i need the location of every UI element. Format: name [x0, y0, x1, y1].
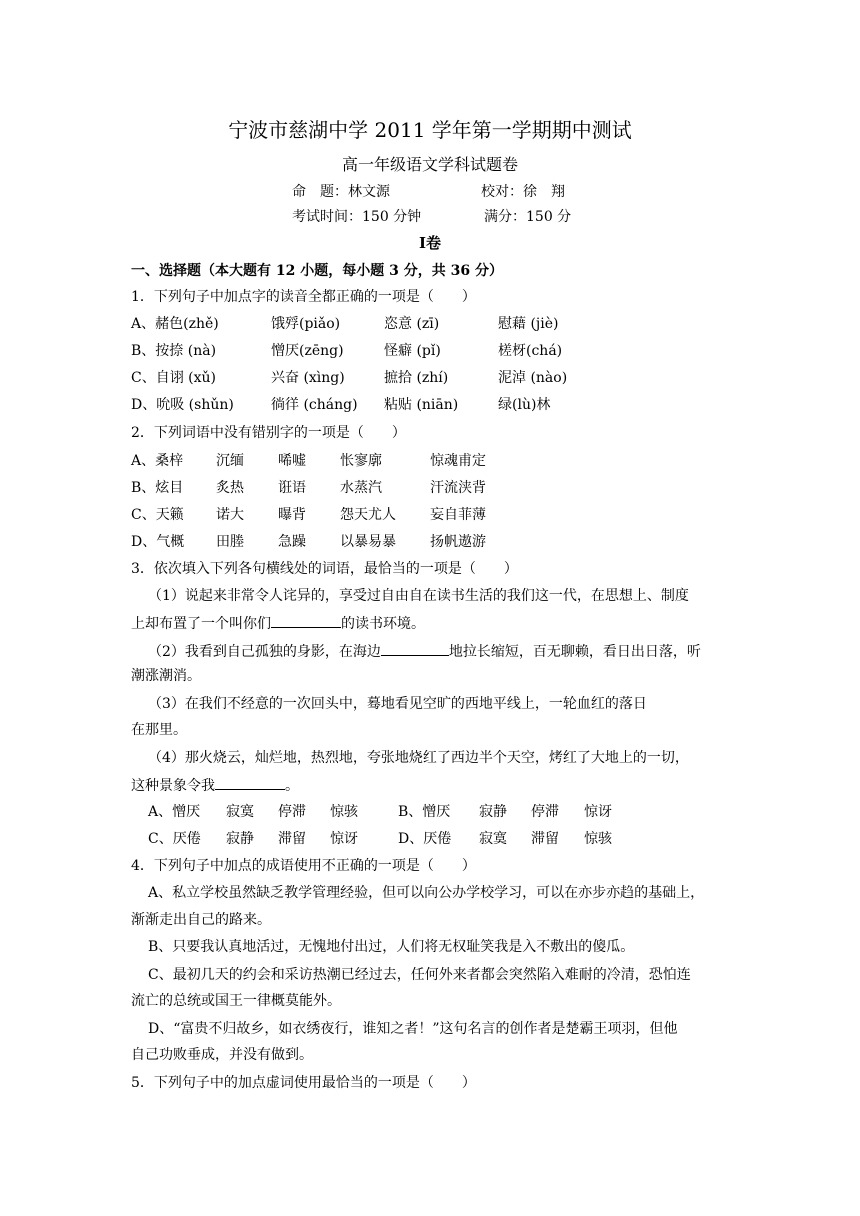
q2-option-cell: 扬帆遨游 [430, 534, 486, 550]
q3-option-cell: 停滞 [278, 804, 306, 820]
q3-option-cell: 寂寞 [226, 804, 254, 820]
q3-text: 。 [285, 778, 299, 794]
q1-option-cell: 恣意 (zī) [384, 316, 440, 332]
q4-option-a: A、私立学校虽然缺乏教学管理经验，但可以向公办学校学习，可以在亦步亦趋的基础上， [148, 885, 705, 901]
q3-option-cell: 寂静 [479, 804, 507, 820]
q1-option-cell: 怪癖 (pǐ) [384, 343, 441, 359]
q1-option-cell: 绿(lù)林 [498, 397, 551, 413]
q3-option-cell: C、厌倦 [148, 831, 201, 847]
q1-option-cell: D、吮吸 (shǔn) [131, 397, 234, 413]
question-2-stem: 2．下列词语中没有错别字的一项是（ ） [131, 425, 406, 441]
q3-option-cell: 惊骇 [584, 831, 612, 847]
q4-option-c-cont: 流亡的总统或国王一律概莫能外。 [131, 993, 341, 1009]
question-4-stem: 4．下列句子中加点的成语使用不正确的一项是（ ） [131, 858, 476, 874]
q3-option-cell: B、憎厌 [398, 804, 451, 820]
q2-option-cell: 田塍 [216, 534, 244, 550]
q1-option-cell: 槎枒(chá) [498, 343, 563, 359]
score-label: 满分：150 分 [484, 209, 572, 225]
q2-option-cell: 汗流浃背 [430, 480, 486, 496]
q1-option-cell: 粘贴 (niān) [384, 397, 459, 413]
q3-option-cell: A、憎厌 [148, 804, 201, 820]
q3-text: 的读书环境。 [341, 616, 425, 632]
q3-sentence-1-cont [131, 612, 425, 634]
q3-sentence-3: （3）在我们不经意的一次回头中，蓦地看见空旷的西地平线上，一轮血红的落日 [148, 696, 647, 712]
q2-option-cell: C、天籁 [131, 507, 184, 523]
q2-option-cell: 炙热 [216, 480, 244, 496]
q1-option-cell: 兴奋 (xìng) [271, 370, 345, 386]
q3-sentence-4-cont [131, 774, 299, 796]
q2-option-cell: 怨天尤人 [340, 507, 396, 523]
q2-option-cell: 妄自菲薄 [430, 507, 486, 523]
q2-option-cell: 唏嘘 [278, 453, 306, 469]
q3-sentence-4: （4）那火烧云，灿烂地，热烈地，夸张地烧红了西边半个天空，烤红了大地上的一切， [148, 750, 689, 766]
q2-option-cell: 惊魂甫定 [430, 453, 486, 469]
q1-option-cell: 饿殍(piǎo) [271, 316, 341, 332]
time-label: 考试时间：150 分钟 [292, 209, 422, 225]
q3-option-cell: 惊骇 [330, 804, 358, 820]
q3-option-cell: 停滞 [531, 804, 559, 820]
q1-option-cell: B、按捺 (nà) [131, 343, 217, 359]
question-5-stem: 5．下列句子中的加点虚词使用最恰当的一项是（ ） [131, 1075, 476, 1091]
q2-option-cell: 水蒸汽 [340, 480, 382, 496]
q3-text: 地拉长缩短，百无聊赖，看日出日落，听 [448, 644, 701, 660]
q2-option-cell: 急躁 [278, 534, 306, 550]
volume-label: Ⅰ卷 [418, 234, 442, 252]
q3-blank-2 [381, 640, 449, 656]
exam-title: 宁波市慈湖中学 2011 学年第一学期期中测试 [228, 118, 632, 142]
q4-option-d-cont: 自己功败垂成，并没有做到。 [131, 1047, 313, 1063]
q2-option-cell: 曝背 [278, 507, 306, 523]
q2-option-cell: 沉缅 [216, 453, 244, 469]
exam-subtitle: 高一年级语文学科试题卷 [341, 155, 518, 174]
q1-option-cell: C、自诩 (xǔ) [131, 370, 216, 386]
q3-option-cell: D、厌倦 [398, 831, 452, 847]
q3-sentence-1: （1）说起来非常令人诧异的，享受过自由自在读书生活的我们这一代，在思想上、制度 [148, 588, 689, 604]
q1-option-cell: 慰藉 (jiè) [498, 316, 559, 332]
q4-option-b: B、只要我认真地活过，无愧地付出过，人们将无权耻笑我是入不敷出的傻瓜。 [148, 939, 635, 955]
q1-option-cell: 憎厌(zēng) [271, 343, 344, 359]
section-heading: 一、选择题（本大题有 12 小题，每小题 3 分，共 36 分） [131, 263, 503, 279]
q3-option-cell: 滞留 [531, 831, 559, 847]
q2-option-cell: 诳语 [278, 480, 306, 496]
q2-option-cell: 诺大 [216, 507, 244, 523]
q2-option-cell: 怅寥廓 [340, 453, 382, 469]
q3-sentence-2-cont: 潮涨潮消。 [131, 668, 201, 684]
q2-option-cell: D、气概 [131, 534, 185, 550]
q4-option-a-cont: 渐渐走出自己的路来。 [131, 912, 271, 928]
q3-sentence-2 [148, 640, 701, 662]
q3-sentence-3-cont: 在那里。 [131, 722, 187, 738]
q3-option-cell: 寂静 [226, 831, 254, 847]
q1-option-cell: 泥淖 (nào) [498, 370, 568, 386]
q3-option-cell: 惊讶 [584, 804, 612, 820]
q4-option-d: D、“富贵不归故乡，如衣绣夜行，谁知之者！”这句名言的创作者是楚霸王项羽，但他 [148, 1021, 678, 1037]
q1-option-cell: 徜徉 (cháng) [271, 397, 358, 413]
q3-option-cell: 寂寞 [479, 831, 507, 847]
author-label: 命 题：林文源 [292, 184, 390, 200]
q1-option-cell: 摭拾 (zhí) [384, 370, 449, 386]
q2-option-cell: 以暴易暴 [340, 534, 396, 550]
q2-option-cell: A、桑梓 [131, 453, 184, 469]
q3-option-cell: 惊讶 [330, 831, 358, 847]
q3-blank-4 [215, 774, 285, 790]
question-1-stem: 1．下列句子中加点字的读音全都正确的一项是（ ） [131, 289, 476, 305]
question-3-stem: 3．依次填入下列各句横线处的词语，最恰当的一项是（ ） [131, 561, 518, 577]
q3-text: （2）我看到自己孤独的身影，在海边 [148, 644, 381, 660]
q3-blank-1 [271, 612, 341, 628]
q2-option-cell: B、炫目 [131, 480, 184, 496]
q3-text: 这种景象令我 [131, 778, 215, 794]
q4-option-c: C、最初几天的约会和采访热潮已经过去，任何外来者都会突然陷入难耐的冷清，恐怕连 [148, 967, 691, 983]
q3-text: 上却布置了一个叫你们 [131, 616, 271, 632]
q1-option-cell: A、赭色(zhě) [131, 316, 219, 332]
proof-label: 校对：徐 翔 [481, 184, 565, 200]
q3-option-cell: 滞留 [278, 831, 306, 847]
